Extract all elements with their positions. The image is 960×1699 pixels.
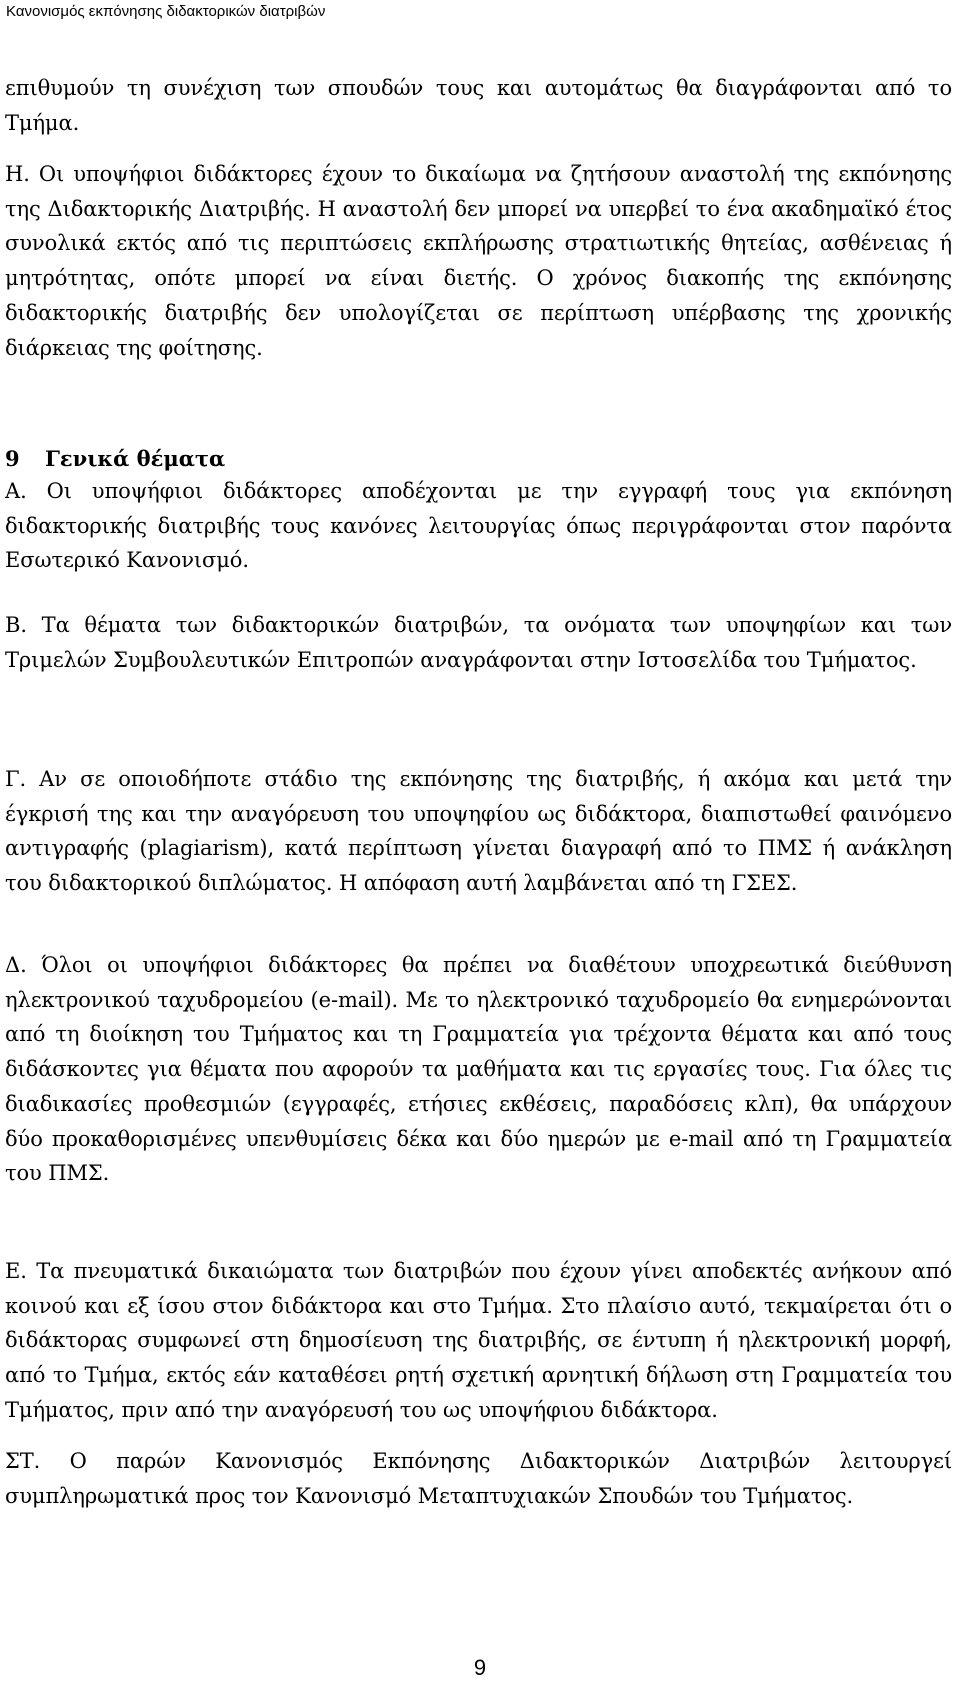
paragraph-item-d: Δ. Όλοι οι υποψήφιοι διδάκτορες θα πρέπει να διαθέτουν υποχρεωτικά διεύθυνση ηλεκτρονικού ταχυδρομείου (e-mail). Με το ηλεκτρονικό ταχυδρομείο θα ενημερώνονται από τη διοίκηση του Τμήματος και τη Γραμματεία για τρέχοντα θέματα και από τους διδάσκοντες για θέματα που αφορούν τα μαθήματα και τις εργασίες τους. Για όλες τις διαδικασίες προθεσμιών (εγγραφές, ετήσιες εκθέσεις, παραδόσεις κλπ), θα υπάρχουν δύο προκαθορισμένες υπενθυμίσεις δέκα και δύο ημερών με e-mail από τη Γραμματεία του ΠΜΣ. [5,953,952,1186]
paragraph-item-a: Α. Οι υποψήφιοι διδάκτορες αποδέχονται με την εγγραφή τους για εκπόνηση διδακτορικής διατριβής τους κανόνες λειτουργίας όπως περιγράφονται στον παρόντα Εσωτερικό Κανονισμό. [5,479,952,573]
page-number: 9 [473,1655,487,1680]
paragraph-continuation: επιθυμούν τη συνέχιση των σπουδών τους και αυτομάτως θα διαγράφονται από το Τμήμα. [5,76,952,135]
section-number: 9 [5,446,20,471]
paragraph-item-c: Γ. Αν σε οποιοδήποτε στάδιο της εκπόνησης της διατριβής, ή ακόμα και μετά την έγκρισή της και την αναγόρευση του υποψηφίου ως διδάκτορα, διαπιστωθεί φαινόμενο αντιγραφής (plagiarism), κατά περίπτωση γίνεται διαγραφή από το ΠΜΣ ή ανάκληση του διδακτορικού διπλώματος. Η απόφαση αυτή λαμβάνεται από τη ΓΣΕΣ. [5,767,952,896]
running-header: Κανονισμός εκπόνησης διδακτορικών διατριβών [6,3,326,20]
paragraph-item-h: Η. Οι υποψήφιοι διδάκτορες έχουν το δικαίωμα να ζητήσουν αναστολή της εκπόνησης της Διδακτορικής Διατριβής. Η αναστολή δεν μπορεί να υπερβεί το ένα ακαδημαϊκό έτος συνολικά εκτός από τις περιπτώσεις εκπλήρωσης στρατιωτικής θητείας, ασθένειας ή μητρότητας, οπότε μπορεί να είναι διετής. Ο χρόνος διακοπής της εκπόνησης διδακτορικής διατριβής δεν υπολογίζεται σε περίπτωση υπέρβασης της χρονικής διάρκειας της φοίτησης. [5,162,952,360]
section-title: Γενικά θέματα [45,446,226,471]
paragraph-item-e: Ε. Τα πνευματικά δικαιώματα των διατριβών που έχουν γίνει αποδεκτές ανήκουν από κοινού και εξ ίσου στον διδάκτορα και στο Τμήμα. Στο πλαίσιο αυτό, τεκμαίρεται ότι ο διδάκτορας συμφωνεί στη δημοσίευση της διατριβής, σε έντυπη ή ηλεκτρονική μορφή, από το Τμήμα, εκτός εάν καταθέσει ρητή σχετική αρνητική δήλωση στη Γραμματεία του Τμήματος, πριν από την αναγόρευσή του ως υποψήφιου διδάκτορα. [5,1259,952,1422]
paragraph-item-b: Β. Τα θέματα των διδακτορικών διατριβών, τα ονόματα των υποψηφίων και των Τριμελών Συμβουλευτικών Επιτροπών αναγράφονται στην Ιστοσελίδα του Τμήματος. [5,613,952,672]
paragraph-item-st: ΣΤ. Ο παρών Κανονισμός Εκπόνησης Διδακτορικών Διατριβών λειτουργεί συμπληρωματικά προς τον Κανονισμό Μεταπτυχιακών Σπουδών του Τμήματος. [5,1449,952,1508]
section-heading [5,446,225,471]
